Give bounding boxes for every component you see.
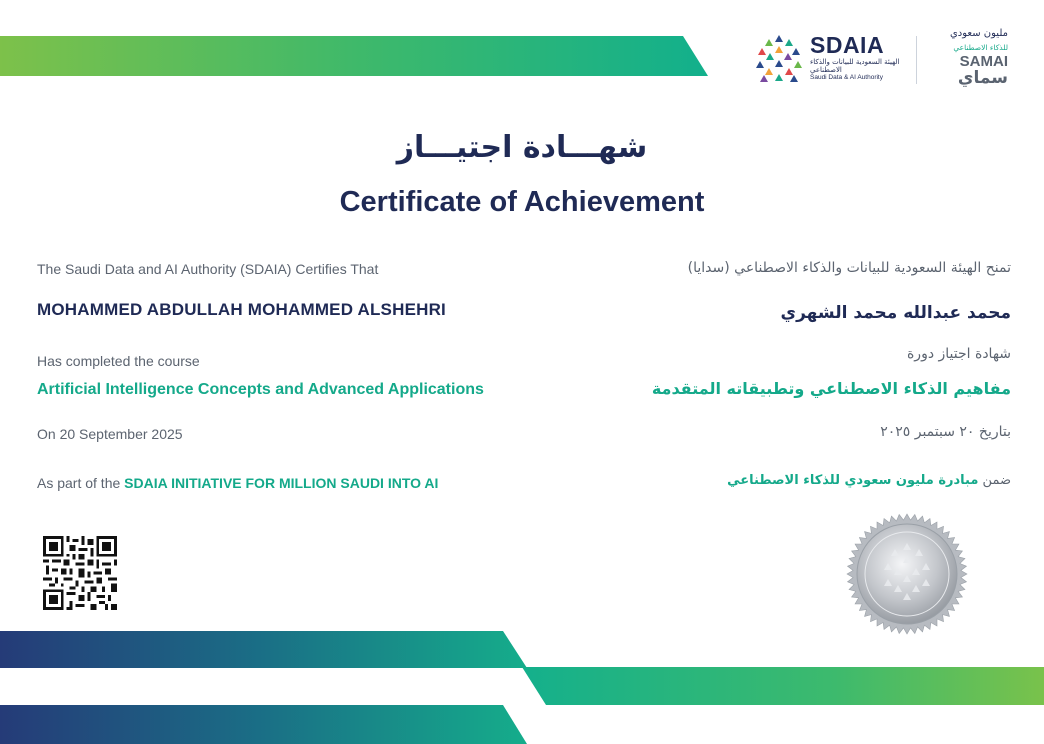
en-initiative-name: SDAIA INITIATIVE FOR MILLION SAUDI INTO AI [124, 475, 439, 491]
ar-initiative-line [727, 473, 1011, 488]
samai-arabic-wordmark: سماي [957, 68, 1008, 88]
samai-arabic-sub: للذكاء الاصطناعي [953, 43, 1008, 52]
en-initiative-line [37, 475, 438, 491]
sdaia-english-name: Saudi Data & AI Authority [810, 74, 883, 81]
ar-initiative-name: مبادرة مليون سعودي للذكاء الاصطناعي [727, 473, 979, 488]
sdaia-logo-icon [754, 33, 804, 85]
en-recipient-name: MOHAMMED ABDULLAH MOHAMMED ALSHEHRI [37, 300, 446, 319]
samai-arabic-top: مليون سعودي [949, 28, 1008, 39]
en-date-line [37, 426, 183, 442]
bottom-blue-band-upper [0, 631, 527, 668]
ar-course-title: مفاهيم الذكاء الاصطناعي وتطبيقاته المتقدمة [651, 379, 1011, 398]
ar-completed-text: شهادة اجتياز دورة [906, 346, 1011, 362]
ar-date-value: ٢٠ سبتمبر ٢٠٢٥ [880, 424, 975, 440]
logo-divider [916, 36, 917, 84]
sdaia-arabic-name: الهيئة السعودية للبيانات والذكاء الاصطناعي [810, 58, 900, 74]
en-date-prefix: On [37, 426, 56, 442]
sdaia-wordmark: SDAIA [810, 32, 885, 58]
title-arabic: شهـــادة اجتيـــاز [396, 130, 648, 165]
en-certifies-text: The Saudi Data and AI Authority (SDAIA) Certifies That [37, 261, 379, 277]
en-part-prefix: As part of the [37, 475, 121, 491]
bottom-green-band [522, 667, 1044, 705]
ar-recipient-name: محمد عبدالله محمد الشهري [780, 303, 1011, 323]
bottom-blue-band-lower [0, 705, 527, 744]
en-course-title: Artificial Intelligence Concepts and Advanced Applications [37, 381, 484, 398]
ar-date-line [880, 424, 1011, 440]
ar-date-prefix: بتاريخ [978, 424, 1011, 440]
en-completed-text: Has completed the course [37, 353, 200, 369]
ar-certifies-text: تمنح الهيئة السعودية للبيانات والذكاء الاصطناعي (سدايا) [687, 260, 1011, 276]
samai-wordmark: SAMAI [959, 53, 1008, 70]
ar-part-prefix: ضمن [982, 473, 1011, 488]
top-green-band [0, 36, 708, 76]
qr-code-icon[interactable] [43, 536, 117, 610]
silver-seal-icon [846, 513, 968, 635]
en-date-value: 20 September 2025 [59, 426, 183, 442]
title-english: Certificate of Achievement [339, 186, 705, 218]
